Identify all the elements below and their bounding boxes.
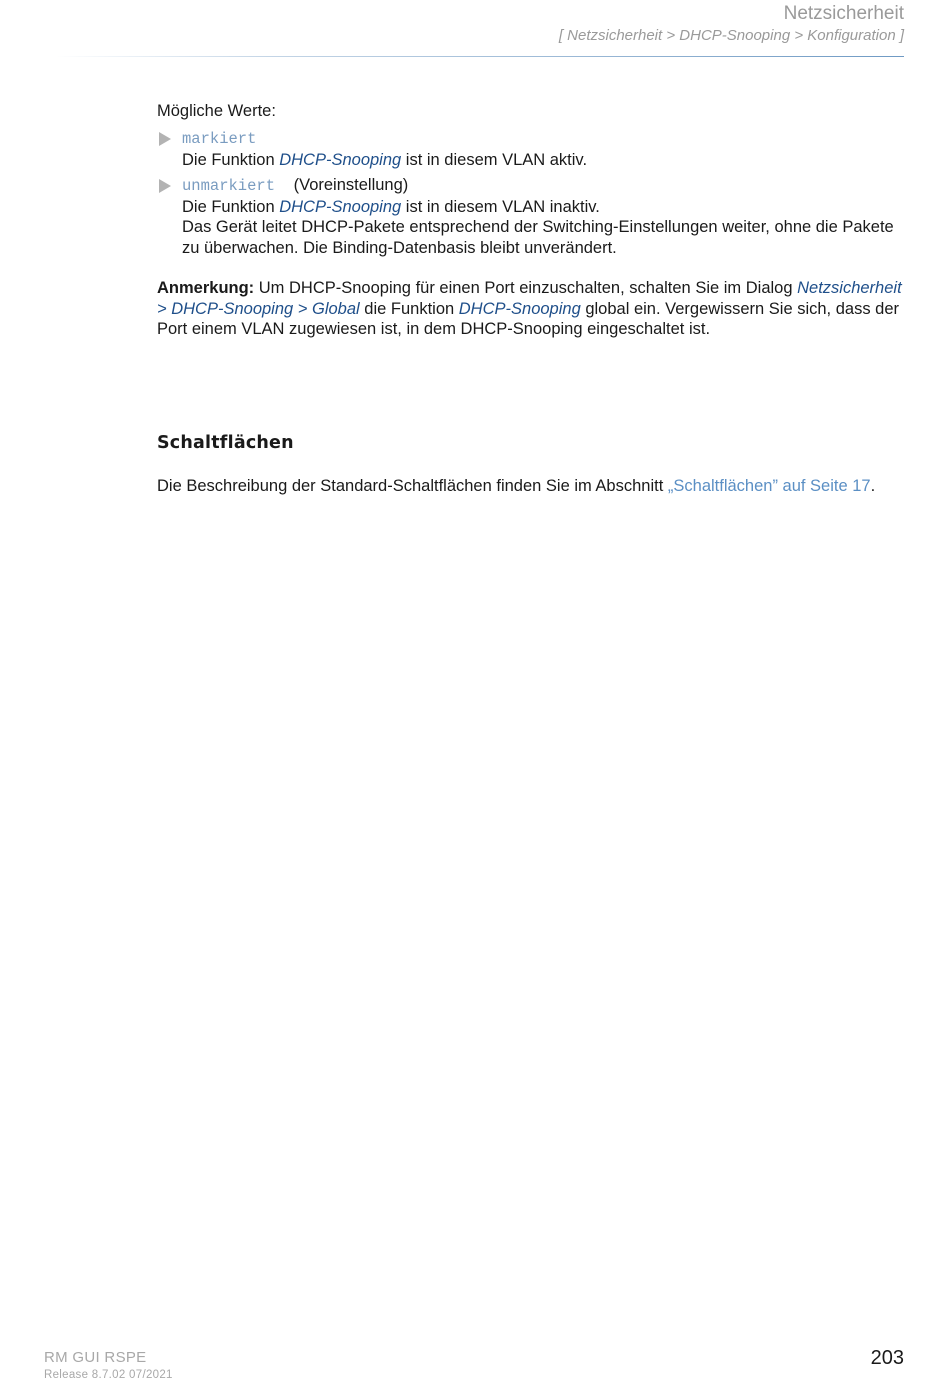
header-title: Netzsicherheit [783, 3, 904, 24]
default-marker: (Voreinstellung) [293, 176, 409, 194]
value-name: markiert [182, 130, 257, 148]
section-heading-buttons: Schaltflächen [157, 433, 294, 453]
value-line [182, 128, 897, 150]
possible-values-label: Mögliche Werte: [157, 102, 276, 120]
value-item-unmarkiert [157, 175, 897, 258]
note-paragraph: Anmerkung: Um DHCP-Snooping für einen Port einzuschalten, schalten Sie im Dialog Netzsicherheit > DHCP-Snooping > Global die Funktion DHCP-Snooping global ein. Vergewissern Sie sich, dass der Port einem VLAN zugewiesen ist, in dem DHCP-Snooping eingeschaltet ist. [157, 279, 902, 338]
function-reference: DHCP-Snooping [458, 299, 581, 318]
bullet-triangle-icon [159, 132, 171, 146]
page-number: 203 [870, 1347, 904, 1369]
section-paragraph: Die Beschreibung der Standard-Schaltflächen finden Sie im Abschnitt „Schaltflächen” auf Seite 17. [157, 477, 876, 495]
cross-reference-link[interactable]: „Schaltflächen” auf Seite 17 [667, 477, 871, 495]
note-label: Anmerkung: [157, 279, 255, 297]
value-item-markiert [157, 128, 897, 170]
value-description: Die Funktion DHCP-Snooping ist in diesem VLAN aktiv. [182, 150, 588, 169]
footer-document-title: RM GUI RSPE [44, 1349, 147, 1366]
function-reference: DHCP-Snooping [279, 197, 402, 216]
value-extra-description: Das Gerät leitet DHCP-Pakete entsprechend der Switching-Einstellungen weiter, ohne die Pakete zu überwachen. Die Binding-Datenbasis bleibt unverändert. [182, 218, 894, 257]
header-divider [56, 56, 904, 57]
function-reference: DHCP-Snooping [279, 150, 402, 169]
header-breadcrumb: [ Netzsicherheit > DHCP-Snooping > Konfiguration ] [558, 27, 904, 44]
dialog-reference-link[interactable]: Netzsicherheit > DHCP-Snooping > Global [157, 279, 902, 318]
footer-release: Release 8.7.02 07/2021 [44, 1369, 173, 1381]
bullet-triangle-icon [159, 179, 171, 193]
value-description: Die Funktion DHCP-Snooping ist in diesem VLAN inaktiv. [182, 197, 600, 216]
value-line [182, 175, 897, 197]
value-name: unmarkiert [182, 177, 276, 195]
